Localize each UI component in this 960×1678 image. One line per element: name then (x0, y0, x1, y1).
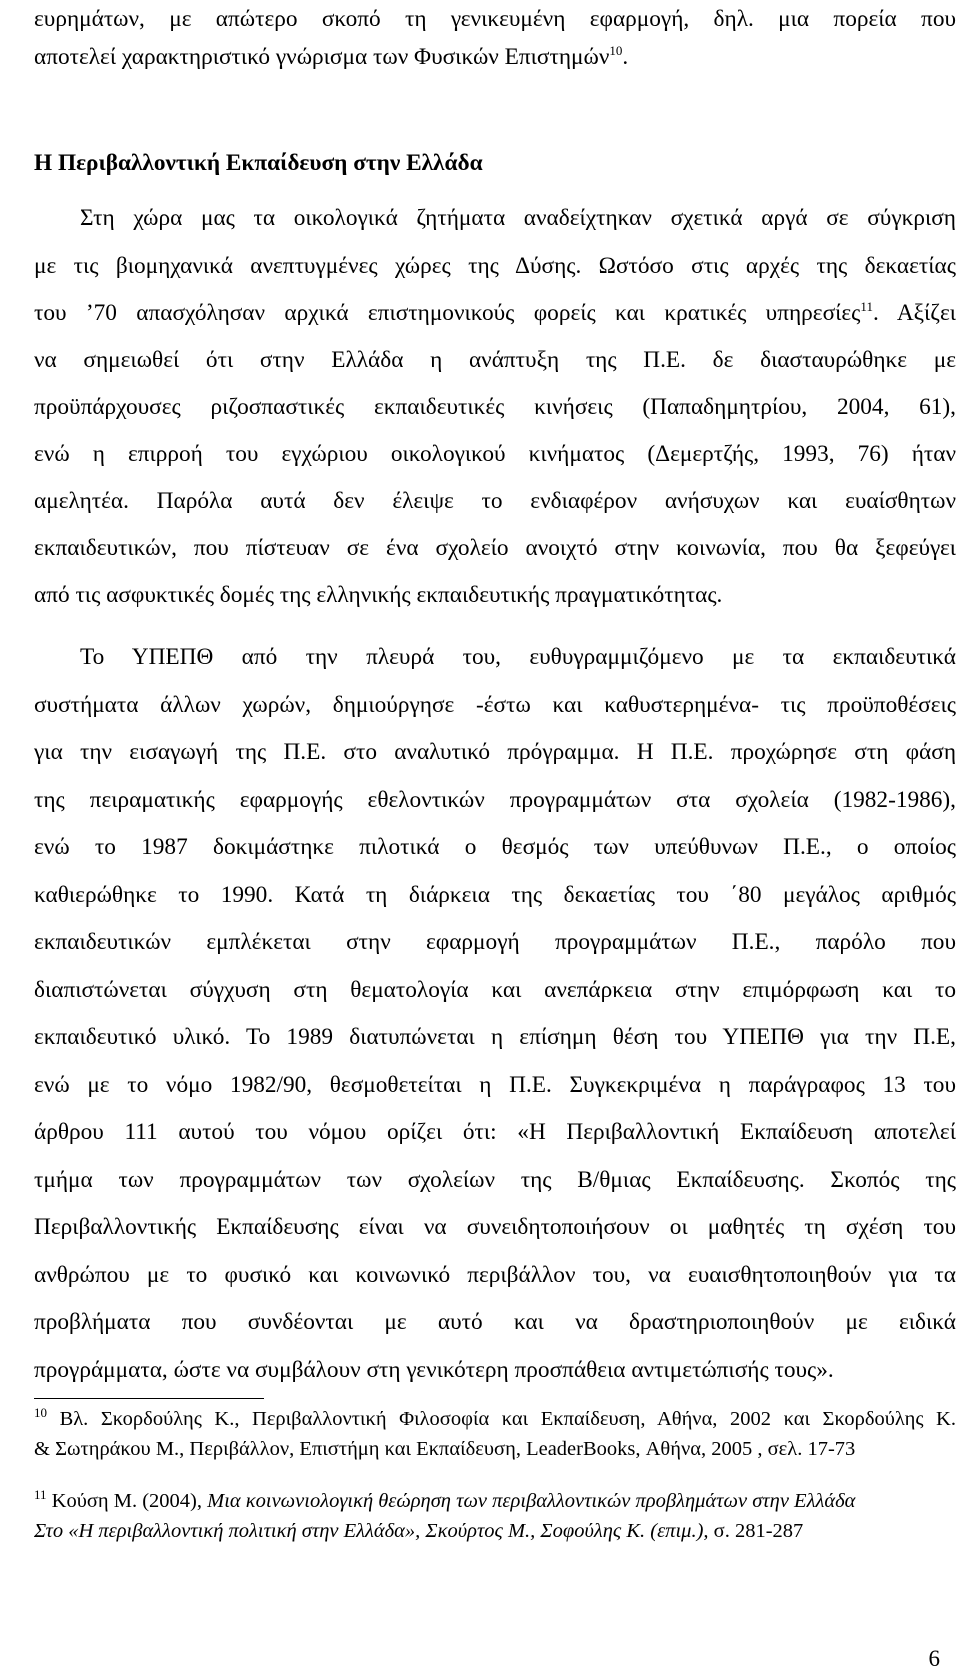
body-line: καθιερώθηκε το 1990. Κατά τη διάρκεια της δεκαετίας του ΄80 μεγάλος αριθμός (34, 882, 956, 908)
footnote-10: $^{10}$ Βλ. Σκορδούλης Κ., Περιβαλλοντική Φιλοσοφία και Εκπαίδευση, Αθήνα, 2002 και Σκορδούλης Κ. (34, 1405, 956, 1430)
body-line: εκπαιδευτικών, που πίστευαν σε ένα σχολείο ανοιχτό στην κοινωνία, που θα ξεφεύγει (34, 535, 956, 561)
body-line: από τις ασφυκτικές δομές της ελληνικής εκπαιδευτικής πραγματικότητας. (34, 582, 723, 608)
body-line: Το ΥΠΕΠΘ από την πλευρά του, ευθυγραμμιζόμενο με τα εκπαιδευτικά (80, 644, 956, 670)
body-line: προγράμματα, ώστε να συμβάλουν στη γενικότερη προσπάθεια αντιμετώπισής τους». (34, 1357, 834, 1383)
body-line: αμελητέα. Παρόλα αυτά δεν έλειψε το ενδιαφέρον ανήσυχων και ευαίσθητων (34, 488, 956, 514)
body-line: προϋπάρχουσες ριζοσπαστικές εκπαιδευτικές κινήσεις (Παπαδημητρίου, 2004, 61), (34, 394, 956, 420)
section-heading: Η Περιβαλλοντική Εκπαίδευση στην Ελλάδα (34, 150, 483, 176)
body-line: ενώ με το νόμο 1982/90, θεσμοθετείται η Π.Ε. Συγκεκριμένα η παράγραφος 13 του (34, 1072, 956, 1098)
footnote-11: $^{11}$ Κούση Μ. (2004), Μια κοινωνιολογική θεώρηση των περιβαλλοντικών προβλημάτων στην Ελλάδα (34, 1487, 856, 1512)
body-line: εκπαιδευτικό υλικό. Το 1989 διατυπώνεται η επίσημη θέση του ΥΠΕΠΘ για την Π.Ε, (34, 1024, 956, 1050)
footnote-10-cont: & Σωτηράκου Μ., Περιβάλλον, Επιστήμη και Εκπαίδευση, LeaderBooks, Αθήνα, 2005 , σελ. 17-73 (34, 1438, 856, 1460)
body-line: ανθρώπου με το φυσικό και κοινωνικό περιβάλλον του, να ευαισθητοποιηθούν για τα (34, 1262, 956, 1288)
body-line: Περιβαλλοντικής Εκπαίδευσης είναι να συνειδητοποιήσουν οι μαθητές τη σχέση του (34, 1214, 956, 1240)
body-line: ενώ το 1987 δοκιμάστηκε πιλοτικά ο θεσμός των υπεύθυνων Π.Ε., ο οποίος (34, 834, 956, 860)
body-line: αποτελεί χαρακτηριστικό γνώρισμα των Φυσικών Επιστημών$^{10}$. (34, 43, 629, 70)
body-line: συστήματα άλλων χωρών, δημιούργησε -έστω και καθυστερημένα- τις προϋποθέσεις (34, 692, 956, 718)
body-line: Στη χώρα μας τα οικολογικά ζητήματα αναδείχτηκαν σχετικά αργά σε σύγκριση (80, 205, 956, 231)
body-line: άρθρου 111 αυτού του νόμου ορίζει ότι: «Η Περιβαλλοντική Εκπαίδευση αποτελεί (34, 1119, 956, 1145)
footnote-11-cont: Στο «Η περιβαλλοντική πολιτική στην Ελλάδα», Σκούρτος Μ., Σοφούλης Κ. (επιμ.), σ. 281-287 (34, 1520, 804, 1542)
body-line: προβλήματα που συνδέονται με αυτό και να δραστηριοποιηθούν με ειδικά (34, 1309, 956, 1335)
body-line: να σημειωθεί ότι στην Ελλάδα η ανάπτυξη της Π.Ε. δε διασταυρώθηκε με (34, 347, 956, 373)
body-line: της πειραματικής εφαρμογής εθελοντικών προγραμμάτων στα σχολεία (1982-1986), (34, 787, 956, 813)
footnote-separator (34, 1398, 264, 1399)
footnote-ref[interactable]: 10 (609, 43, 623, 59)
body-line: ενώ η επιρροή του εγχώριου οικολογικού κινήματος (Δεμερτζής, 1993, 76) ήταν (34, 441, 956, 467)
body-line: εκπαιδευτικών εμπλέκεται στην εφαρμογή προγραμμάτων Π.Ε., παρόλο που (34, 929, 956, 955)
page-number: 6 (928, 1646, 940, 1671)
body-line: του ’70 απασχόλησαν αρχικά επιστημονικούς φορείς και κρατικές υπηρεσίες$^{11}$. Αξίζει (34, 299, 957, 326)
footnote-ref[interactable]: 11 (860, 299, 873, 315)
footnote-number: 11 (34, 1487, 47, 1503)
body-line: ευρημάτων, με απώτερο σκοπό τη γενικευμένη εφαρμογή, δηλ. μια πορεία που (34, 6, 956, 32)
footnote-number: 10 (34, 1405, 47, 1421)
body-line: τμήμα των προγραμμάτων των σχολείων της Β/θμιας Εκπαίδευσης. Σκοπός της (34, 1167, 956, 1193)
body-line: για την εισαγωγή της Π.Ε. στο αναλυτικό πρόγραμμα. Η Π.Ε. προχώρησε στη φάση (34, 739, 956, 765)
body-line: με τις βιομηχανικά ανεπτυγμένες χώρες της Δύσης. Ωστόσο στις αρχές της δεκαετίας (34, 253, 956, 279)
body-line: διαπιστώνεται σύγχυση στη θεματολογία και ανεπάρκεια στην επιμόρφωση και το (34, 977, 956, 1003)
